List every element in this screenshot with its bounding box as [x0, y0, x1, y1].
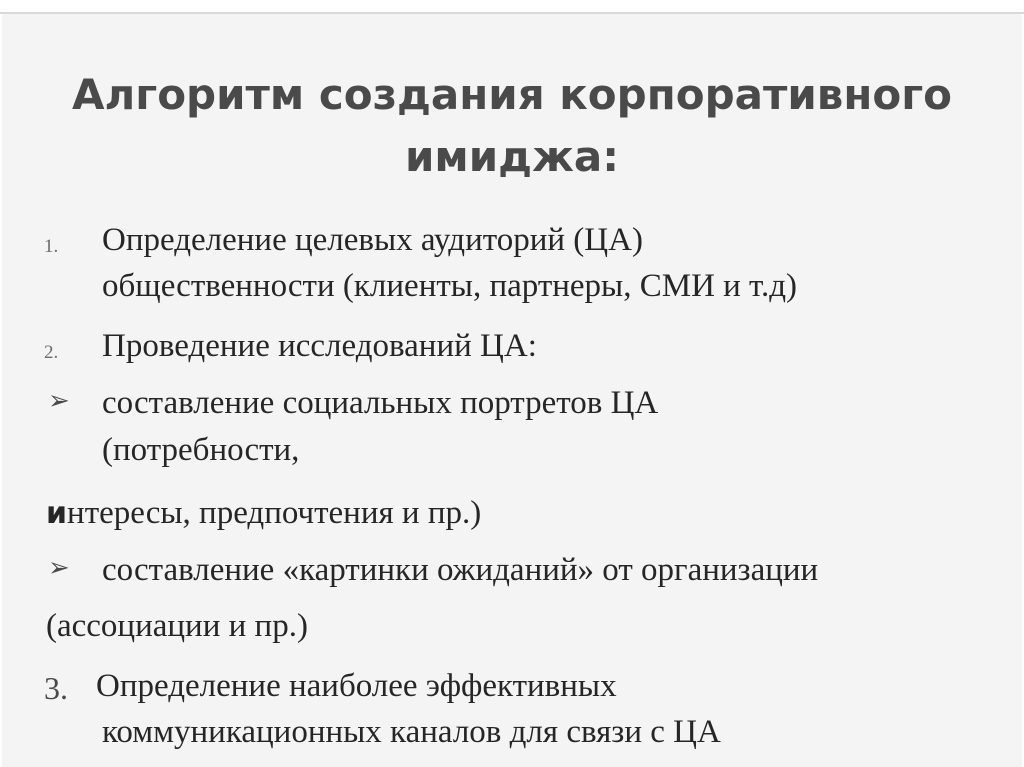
continuation-rest: нтересы, предпочтения и пр.) — [67, 495, 482, 531]
item-2-line-1: Проведение исследований ЦА: — [102, 328, 537, 364]
item-3-line-1: Определение наиболее эффективных — [96, 668, 617, 704]
arrow-bullet-icon: ➢ — [48, 553, 70, 583]
bullet-2-line-1: составление «картинки ожиданий» от организации — [102, 552, 819, 588]
list-number-2: 2. — [44, 342, 59, 363]
continuation-line — [46, 493, 481, 534]
continuation-first-letter: и — [46, 496, 68, 531]
item-3-line-2: коммуникационных каналов для связи с ЦА — [102, 714, 721, 750]
slide-title: Алгоритм создания корпоративного имиджа: — [71, 70, 953, 181]
bullet-1-line-2: (потребности, — [102, 432, 300, 468]
item-1-line-1: Определение целевых аудиторий (ЦА) — [102, 222, 643, 258]
list-number-1: 1. — [44, 236, 59, 257]
item-1-line-2: общественности (клиенты, партнеры, СМИ и т.д) — [102, 268, 798, 304]
bullet-1-line-1: составление социальных портретов ЦА — [102, 385, 659, 421]
arrow-bullet-icon: ➢ — [48, 386, 70, 416]
associations-line: (ассоциации и пр.) — [46, 608, 308, 644]
list-number-3: 3. — [44, 670, 68, 706]
